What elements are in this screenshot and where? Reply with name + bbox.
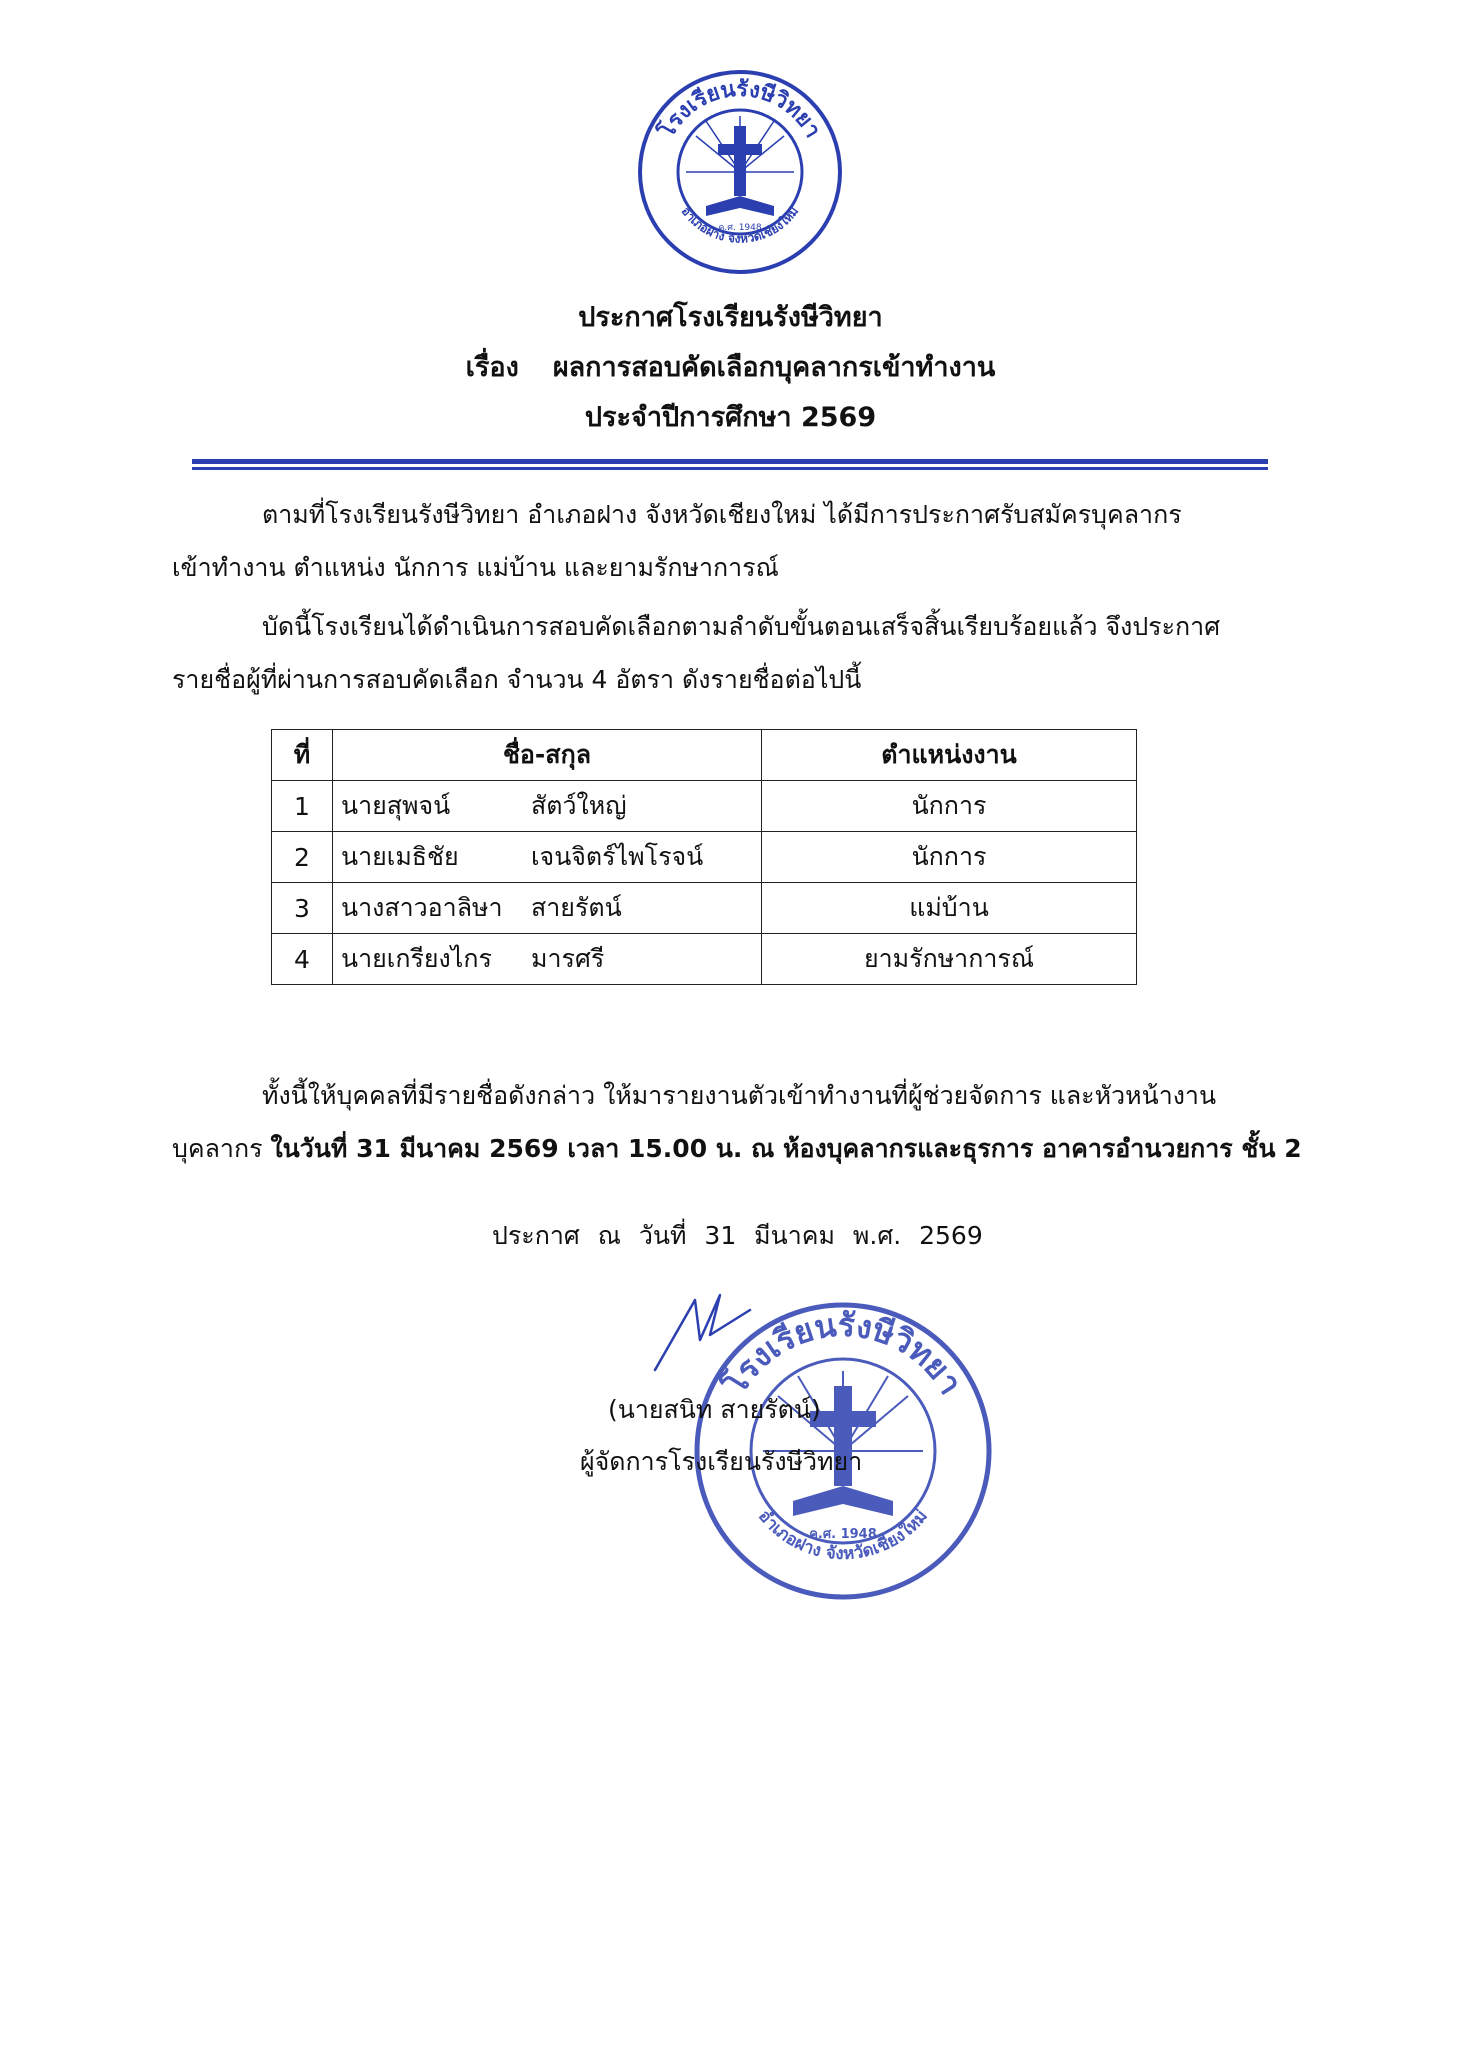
header-position: ตำแหน่งงาน xyxy=(762,730,1137,781)
svg-text:ค.ศ. 1948: ค.ศ. 1948 xyxy=(718,223,762,233)
cell-position: นักการ xyxy=(762,781,1137,832)
svg-text:โรงเรียนรังษีวิทยา: โรงเรียนรังษีวิทยา xyxy=(654,76,826,143)
academic-year: ประจำปีการศึกษา 2569 xyxy=(584,402,877,433)
divider-thick xyxy=(192,459,1268,464)
selected-staff-table xyxy=(271,729,1137,985)
header-name: ชื่อ-สกุล xyxy=(333,730,762,781)
table-row xyxy=(272,781,1137,832)
family-name: สายรัตน์ xyxy=(531,893,622,922)
cell-no: 1 xyxy=(272,781,333,832)
cell-position: แม่บ้าน xyxy=(762,883,1137,934)
family-name: เจนจิตร์ไพโรจน์ xyxy=(531,842,704,871)
table-row xyxy=(272,934,1137,985)
cell-name xyxy=(333,934,762,985)
cell-name xyxy=(333,883,762,934)
announcement-title: ประกาศโรงเรียนรังษีวิทยา xyxy=(578,302,883,333)
handwritten-signature xyxy=(650,1280,760,1380)
subject-text: ผลการสอบคัดเลือกบุคลากรเข้าทำงาน xyxy=(552,352,996,383)
header-no: ที่ xyxy=(272,730,333,781)
paragraph-3-plain: บุคลากร xyxy=(172,1134,263,1163)
paragraph-1-line-2: เข้าทำงาน ตำแหน่ง นักการ แม่บ้าน และยามรักษาการณ์ xyxy=(172,553,779,582)
given-name: นายเมธิชัย xyxy=(341,842,459,871)
cell-position: นักการ xyxy=(762,832,1137,883)
family-name: มารศรี xyxy=(531,944,605,973)
divider-thin xyxy=(192,467,1268,470)
svg-text:อำเภอฝาง จังหวัดเชียงใหม่: อำเภอฝาง จังหวัดเชียงใหม่ xyxy=(678,204,802,246)
cell-name xyxy=(333,781,762,832)
paragraph-3-line-1: ทั้งนี้ให้บุคคลที่มีรายชื่อดังกล่าว ให้มารายงานตัวเข้าทำงานที่ผู้ช่วยจัดการ และหัวหน้างาน xyxy=(262,1081,1217,1110)
table-row xyxy=(272,832,1137,883)
announcement-subject xyxy=(0,350,1461,386)
paragraph-2-line-1: บัดนี้โรงเรียนได้ดำเนินการสอบคัดเลือกตามลำดับขั้นตอนเสร็จสิ้นเรียบร้อยแล้ว จึงประกาศ xyxy=(262,612,1221,641)
paragraph-2-line-2: รายชื่อผู้ที่ผ่านการสอบคัดเลือก จำนวน 4 อัตรา ดังรายชื่อต่อไปนี้ xyxy=(172,665,862,694)
svg-text:อำเภอฝาง จังหวัดเชียงใหม่: อำเภอฝาง จังหวัดเชียงใหม่ xyxy=(754,1506,932,1565)
announce-date: ประกาศ ณ วันที่ 31 มีนาคม พ.ศ. 2569 xyxy=(492,1221,983,1250)
cell-name xyxy=(333,832,762,883)
table-row xyxy=(272,883,1137,934)
given-name: นายสุพจน์ xyxy=(341,791,451,820)
given-name: นางสาวอาลิษา xyxy=(341,893,503,922)
report-date-location: ในวันที่ 31 มีนาคม 2569 เวลา 15.00 น. ณ ห้องบุคลากรและธุรการ อาคารอำนวยการ ชั้น 2 xyxy=(270,1134,1302,1163)
table-header-row xyxy=(272,730,1137,781)
family-name: สัตว์ใหญ่ xyxy=(531,791,627,820)
given-name: นายเกรียงไกร xyxy=(341,944,492,973)
school-seal-logo xyxy=(634,66,846,278)
paragraph-3-line-2 xyxy=(172,1132,1302,1166)
signatory-title: ผู้จัดการโรงเรียนรังษีวิทยา xyxy=(580,1447,863,1476)
svg-text:โรงเรียนรังษีวิทยา: โรงเรียนรังษีวิทยา xyxy=(715,1305,971,1402)
paragraph-1-line-1: ตามที่โรงเรียนรังษีวิทยา อำเภอฝาง จังหวัดเชียงใหม่ ได้มีการประกาศรับสมัครบุคลากร xyxy=(262,500,1182,529)
svg-text:ค.ศ. 1948: ค.ศ. 1948 xyxy=(809,1527,877,1542)
cell-position: ยามรักษาการณ์ xyxy=(762,934,1137,985)
cell-no: 4 xyxy=(272,934,333,985)
cell-no: 3 xyxy=(272,883,333,934)
signatory-name: (นายสนิท สายรัตน์) xyxy=(608,1395,821,1424)
subject-label: เรื่อง xyxy=(465,352,519,383)
cell-no: 2 xyxy=(272,832,333,883)
